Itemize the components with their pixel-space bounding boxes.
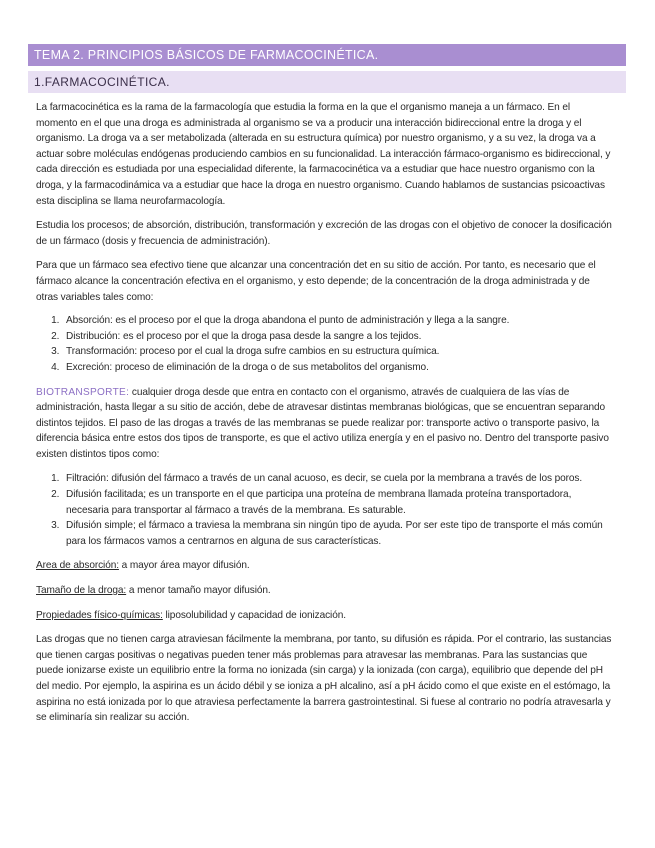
transport-types-list [36, 471, 614, 549]
list-item: 4. Excreción: proceso de eliminación de la droga o de sus metabolitos del organismo. [62, 360, 614, 376]
factor-label: Area de absorción: [36, 560, 119, 572]
biotransport-label: BIOTRANSPORTE: [36, 386, 130, 398]
processes-paragraph: Estudia los procesos; de absorción, distribución, transformación y excreción de las drogas con el objetivo de conocer la dosificación de un fármaco (dosis y frecuencia de administración). [36, 220, 612, 247]
list-item: 3. Difusión simple; el fármaco a traviesa la membrana sin ningún tipo de ayuda. Por ser este tipo de transporte el más común para los fármacos vamos a centrarnos en alguna de sus características. [62, 518, 614, 549]
factor-text: liposolubilidad y capacidad de ionización. [162, 609, 346, 621]
list-item: 2. Difusión facilitada; es un transporte en el que participa una proteína de membrana llamada proteína transportadora, necesaria para transportar al fármaco a través de la membrana. Es saturable. [62, 487, 614, 518]
factor-label: Propiedades físico-químicas: [36, 609, 163, 621]
list-item: 2. Distribución: es el proceso por el que la droga pasa desde la sangre a los tejidos. [62, 329, 614, 345]
factor-physicochemical [36, 608, 614, 624]
document-body [36, 100, 614, 735]
section-heading: 1.FARMACOCINÉTICA. [28, 71, 626, 93]
factor-drug-size [36, 583, 614, 599]
factor-text: a mayor área mayor difusión. [118, 560, 250, 572]
list-item: 1. Filtración: difusión del fármaco a través de un canal acuoso, es decir, se cuela por la membrana a través de los poros. [62, 471, 614, 487]
page-title: TEMA 2. PRINCIPIOS BÁSICOS DE FARMACOCINÉTICA. [28, 44, 626, 66]
effective-paragraph: Para que un fármaco sea efectivo tiene que alcanzar una concentración det en su sitio de acción. Por tanto, es necesario que el fármaco alcance la concentración efectiva en el organismo, y esto depende; de la concentración de la droga administrada y de otras variables tales como: [36, 260, 596, 303]
biotransport-text: cualquier droga desde que entra en contacto con el organismo, através de cualquiera de las vías de administración, hasta llegar a su sitio de acción, debe de atravesar distintas membranas biológicas, que se encuentran separando distintos tejidos. El paso de las drogas a través de las membranas se puede realizar por: transporte activo o transporte pasivo, la diferencia básica entre estos dos tipos de transporte, es que el activo utiliza energía y en el pasivo no. Dentro del transporte pasivo existen distintos tipos como: [36, 386, 609, 460]
intro-paragraph: La farmacocinética es la rama de la farmacología que estudia la forma en la que el organismo maneja a un fármaco. En el momento en el que una droga es administrada al organismo se va a producir una interacción bidireccional entre la droga y el organismo. La droga va a ser metabolizada (alterada en su estructura química) por nuestro organismo, y a su vez, la droga va a actuar sobre moléculas endógenas produciendo cambios en su funcionalidad. La interacción fármaco-organismo es bidireccional, y cada dirección es estudiada por una especialidad diferente, la farmacocinética va a estudiar que hace nuestro organismo con la droga, y la farmacodinámica va a estudiar que hace la droga en nuestro organismo. Cuando hablamos de sustancias psicoactivas esta disciplina se llama neurofarmacología. [36, 102, 611, 207]
list-item: 1. Absorción: es el proceso por el que la droga abandona el punto de administración y llega a la sangre. [62, 313, 614, 329]
factor-label: Tamaño de la droga: [36, 585, 127, 597]
phases-list [36, 313, 614, 375]
factor-text: a menor tamaño mayor difusión. [126, 585, 271, 597]
charge-paragraph: Las drogas que no tienen carga atraviesan fácilmente la membrana, por tanto, su difusión es rápida. Por el contrario, las sustancias que tienen cargas positivas o negativas pueden tener más problemas para atravesar las membranas. Para las sustancias que puede ionizarse existe un equilibrio entre la forma no ionizada (sin carga) y la ionizada (con carga), equilibrio que depende del pH del medio. Por ejemplo, la aspirina es un ácido débil y se ioniza a pH alcalino, así a pH ácido como el que existe en el estómago, la aspirina no está ionizada por lo que atraviesa perfectamente la barrera gastrointestinal. Si fuese al contrario no podría atravesarla y se eliminaría sin realizar su acción. [36, 634, 612, 724]
biotransport-paragraph [36, 385, 614, 463]
list-item: 3. Transformación: proceso por el cual la droga sufre cambios en su estructura química. [62, 344, 614, 360]
factor-absorption-area [36, 558, 614, 574]
